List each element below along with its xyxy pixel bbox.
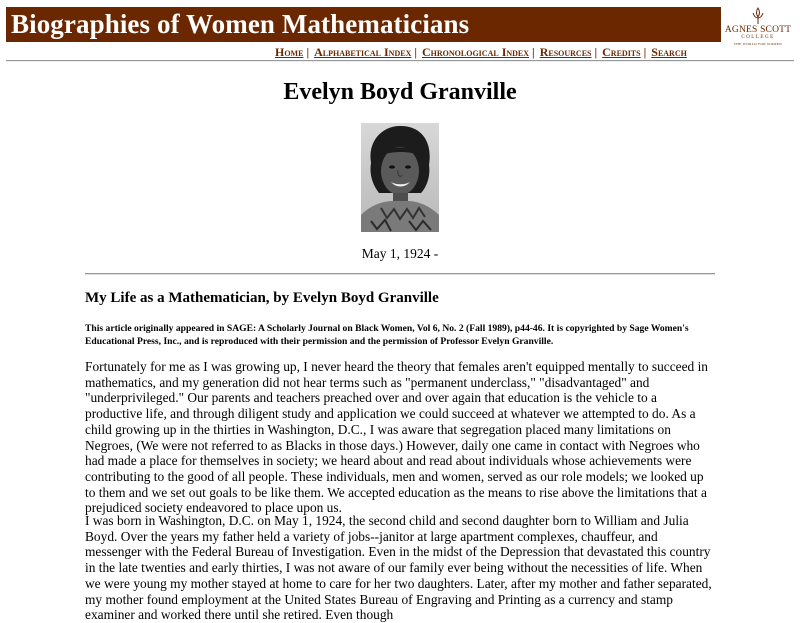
- nav-separator: |: [306, 45, 310, 59]
- nav-search[interactable]: Search: [651, 45, 687, 59]
- nav-separator: |: [532, 45, 535, 59]
- portrait-photo-icon: [361, 123, 439, 232]
- site-title[interactable]: Biographies of Women Mathematicians: [11, 9, 470, 39]
- header-divider: [6, 60, 794, 62]
- agnes-scott-logo[interactable]: [722, 6, 794, 50]
- nav-alphabetical-index[interactable]: Alphabetical Index: [314, 45, 412, 59]
- nav-separator: |: [414, 45, 418, 59]
- nav-chronological-index[interactable]: Chronological Index: [422, 45, 530, 59]
- nav-home[interactable]: Home: [275, 45, 304, 59]
- article-title: My Life as a Mathematician, by Evelyn Boyd Granville: [85, 290, 439, 306]
- logo-name: AGNES SCOTT: [724, 25, 792, 35]
- agnes-scott-emblem-icon: [748, 6, 768, 26]
- birth-date: May 1, 1924 -: [361, 246, 439, 261]
- page-title: Evelyn Boyd Granville: [283, 79, 517, 105]
- logo-college: COLLEGE: [741, 35, 775, 40]
- content-divider: [85, 273, 715, 275]
- nav-separator: |: [594, 45, 598, 59]
- top-navigation: [275, 45, 687, 61]
- nav-resources[interactable]: Resources: [539, 45, 592, 59]
- copyright-note: This article originally appeared in SAGE: A Scholarly Journal on Black Women, Vol 6, No. 2 (Fall 1989), p44-46. It is copyrighted by Sage Women's Educational Press, Inc., and is reproduced with their permission and the permission of Professor Evelyn Granville.: [85, 323, 689, 347]
- nav-credits[interactable]: Credits: [602, 45, 641, 59]
- logo-tagline: THE WORLD FOR WOMEN: [733, 42, 783, 46]
- nav-separator: |: [643, 45, 647, 59]
- site-banner: [6, 7, 721, 42]
- body-paragraph: Fortunately for me as I was growing up, I never heard the theory that females aren't equipped mentally to succeed in mathematics, and my generation did not hear terms such as "permanent underclass," "disadvantaged" and "underprivileged." Our parents and teachers preached over and over again that education is the vehicle to a productive life, and through diligent study and application we could succeed at whatever we attempted to do. As a child growing up in the thirties in Washington, D.C., I was aware that segregation placed many limitations on Negroes, (We were not referred to as Blacks in those days.) However, daily one came in contact with Negroes who had made a place for themselves in society; we heard about and read about individuals whose achievements were contributing to the good of all people. These individuals, men and women, served as our role models; we looked up to them and we set out goals to be like them. We accepted education as the means to rise above the limitations that a prejudiced society endeavored to place upon us.: [85, 359, 709, 516]
- body-paragraph: I was born in Washington, D.C. on May 1, 1924, the second child and second daughter born to William and Julia Boyd. Over the years my father held a variety of jobs--janitor at large apartment complexes, chauffeur, and messenger with the Federal Bureau of Investigation. Even in the midst of the Depression that devastated this country in the late twenties and early thirties, I was not aware of our family ever being without the necessities of life. When we were young my mother stayed at home to care for her two daughters. Later, after my mother and father separated, my mother found employment at the United States Bureau of Engraving and Printing as a currency and stamp examiner and worked there until she retired. Even though: [85, 513, 712, 623]
